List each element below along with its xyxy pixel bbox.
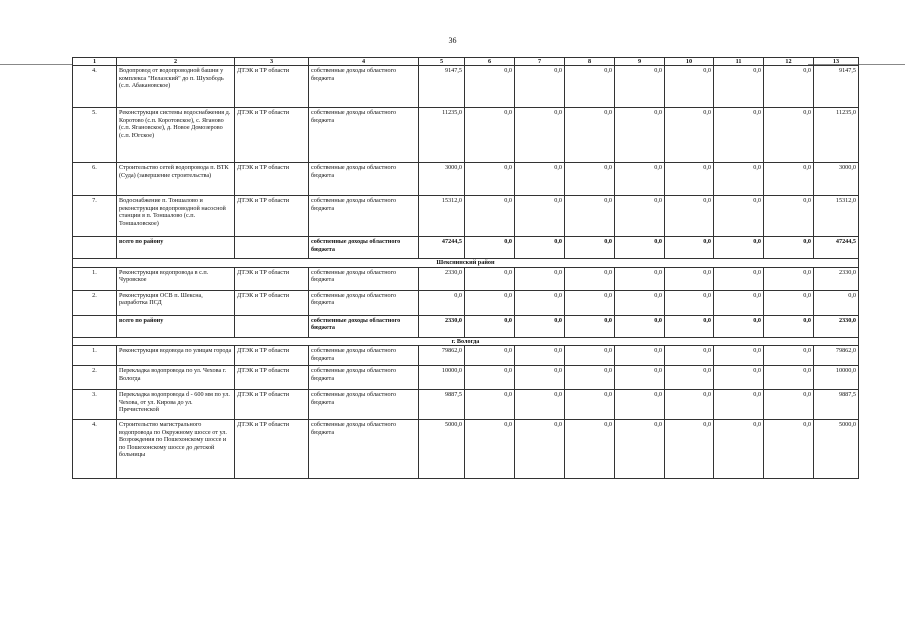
amount-cell: 3000,0 [419,163,465,196]
project-name-cell: Водоснабжение п. Тоншалово и реконструкция водопроводной насосной станции в п. Тоншалово (с.п. Тоншаловское) [117,196,235,237]
amount-cell: 0,0 [714,163,764,196]
amount-cell: 0,0 [465,196,515,237]
amount-cell: 2330,0 [814,315,859,337]
amount-cell: 0,0 [615,108,665,163]
amount-cell: 0,0 [714,108,764,163]
funding-source-cell: собственные доходы областного бюджета [309,237,419,259]
amount-cell: 0,0 [465,66,515,108]
column-header: 11 [714,58,764,66]
amount-cell: 0,0 [714,366,764,390]
amount-cell: 0,0 [565,237,615,259]
amount-cell: 15312,0 [814,196,859,237]
funding-source-cell: собственные доходы областного бюджета [309,108,419,163]
funding-source-cell: собственные доходы областного бюджета [309,346,419,366]
amount-cell: 0,0 [615,346,665,366]
amount-cell: 0,0 [615,267,665,290]
amount-cell: 0,0 [764,315,814,337]
amount-cell: 0,0 [764,108,814,163]
section-header-row [73,337,859,345]
row-number-cell: 1. [73,346,117,366]
amount-cell: 10000,0 [814,366,859,390]
amount-cell: 0,0 [615,66,665,108]
executor-cell: ДТЭК и ТР области [235,346,309,366]
table-row [73,420,859,479]
amount-cell: 0,0 [615,290,665,315]
amount-cell: 3000,0 [814,163,859,196]
amount-cell: 0,0 [565,267,615,290]
executor-cell: ДТЭК и ТР области [235,290,309,315]
table-row [73,366,859,390]
amount-cell: 0,0 [665,346,714,366]
table-row [73,163,859,196]
project-name-cell: Строительство магистрального водопровода по Окружному шоссе от ул. Возрождения по Пошехонскому шоссе и по Пошехонскому шоссе до детской больницы [117,420,235,479]
amount-cell: 0,0 [465,315,515,337]
column-header: 4 [309,58,419,66]
amount-cell: 0,0 [515,290,565,315]
amount-cell: 0,0 [565,66,615,108]
amount-cell: 0,0 [665,420,714,479]
amount-cell: 0,0 [565,420,615,479]
executor-cell: ДТЭК и ТР области [235,390,309,420]
executor-cell: ДТЭК и ТР области [235,108,309,163]
district-total-row [73,315,859,337]
amount-cell: 0,0 [764,346,814,366]
amount-cell: 9147,5 [814,66,859,108]
amount-cell: 0,0 [465,420,515,479]
amount-cell: 0,0 [665,66,714,108]
project-name-cell: Реконструкция водопровода в с.п. Чуровское [117,267,235,290]
executor-cell [235,237,309,259]
amount-cell: 0,0 [714,346,764,366]
amount-cell: 0,0 [714,290,764,315]
amount-cell: 0,0 [465,267,515,290]
amount-cell: 5000,0 [814,420,859,479]
amount-cell: 0,0 [565,163,615,196]
amount-cell: 0,0 [515,366,565,390]
amount-cell: 0,0 [665,237,714,259]
column-header: 6 [465,58,515,66]
amount-cell: 0,0 [615,196,665,237]
amount-cell: 0,0 [565,290,615,315]
funding-source-cell: собственные доходы областного бюджета [309,315,419,337]
amount-cell: 0,0 [665,315,714,337]
amount-cell: 0,0 [565,346,615,366]
amount-cell: 0,0 [515,390,565,420]
amount-cell: 0,0 [764,420,814,479]
amount-cell: 0,0 [665,196,714,237]
amount-cell: 0,0 [665,108,714,163]
project-name-cell: Водопровод от водопроводной башни у комплекса "Нелазский" до п. Шухободь (с.п. Абакановское) [117,66,235,108]
column-header: 10 [665,58,714,66]
funding-source-cell: собственные доходы областного бюджета [309,290,419,315]
executor-cell: ДТЭК и ТР области [235,196,309,237]
funding-source-cell: собственные доходы областного бюджета [309,420,419,479]
amount-cell: 0,0 [764,390,814,420]
amount-cell: 0,0 [465,108,515,163]
amount-cell: 0,0 [665,390,714,420]
row-number-cell: 2. [73,366,117,390]
amount-cell: 0,0 [665,267,714,290]
table-row [73,267,859,290]
column-header: 2 [117,58,235,66]
amount-cell: 0,0 [814,290,859,315]
row-number-cell: 2. [73,290,117,315]
project-name-cell: Реконструкция водовода по улицам города [117,346,235,366]
amount-cell: 0,0 [565,390,615,420]
column-header: 7 [515,58,565,66]
section-header-row [73,259,859,267]
table-row [73,66,859,108]
amount-cell: 0,0 [615,315,665,337]
district-total-row [73,237,859,259]
amount-cell: 0,0 [465,290,515,315]
column-header: 13 [814,58,859,66]
amount-cell: 0,0 [764,196,814,237]
amount-cell: 0,0 [764,290,814,315]
section-title: Шекснинский район [73,259,859,267]
amount-cell: 47244,5 [814,237,859,259]
project-name-cell: Строительство сетей водопровода п. ВТК (Суда) (завершение строительства) [117,163,235,196]
amount-cell: 0,0 [515,267,565,290]
amount-cell: 0,0 [565,366,615,390]
amount-cell: 0,0 [714,420,764,479]
amount-cell: 0,0 [515,346,565,366]
project-name-cell: всего по району [117,315,235,337]
amount-cell: 0,0 [515,420,565,479]
amount-cell: 0,0 [714,315,764,337]
project-name-cell: Реконструкция ОСВ п. Шексна, разработка ПСД [117,290,235,315]
amount-cell: 2330,0 [419,267,465,290]
amount-cell: 0,0 [615,390,665,420]
amount-cell: 0,0 [764,366,814,390]
budget-table [72,57,859,479]
amount-cell: 79862,0 [814,346,859,366]
amount-cell: 0,0 [764,267,814,290]
amount-cell: 0,0 [714,196,764,237]
funding-source-cell: собственные доходы областного бюджета [309,267,419,290]
amount-cell: 10000,0 [419,366,465,390]
project-name-cell: Перекладка водопровода d - 600 мм по ул. Чехова, от ул. Кирова до ул. Пречистенской [117,390,235,420]
table-row [73,196,859,237]
amount-cell: 0,0 [465,346,515,366]
row-number-cell [73,315,117,337]
table-row [73,108,859,163]
amount-cell: 2330,0 [814,267,859,290]
project-name-cell: всего по району [117,237,235,259]
amount-cell: 0,0 [615,163,665,196]
amount-cell: 0,0 [665,163,714,196]
amount-cell: 0,0 [515,108,565,163]
executor-cell: ДТЭК и ТР области [235,420,309,479]
page-number: 36 [448,36,457,45]
row-number-cell: 6. [73,163,117,196]
executor-cell: ДТЭК и ТР области [235,267,309,290]
amount-cell: 0,0 [714,66,764,108]
column-header: 3 [235,58,309,66]
amount-cell: 0,0 [565,108,615,163]
column-header: 1 [73,58,117,66]
amount-cell: 0,0 [565,315,615,337]
project-name-cell: Реконструкция системы водоснабжения д. Коротово (с.п. Коротовское), с. Яганово (с.п. Ягановское), д. Новое Домозерово (с.п. Югское) [117,108,235,163]
executor-cell: ДТЭК и ТР области [235,66,309,108]
row-number-cell: 7. [73,196,117,237]
amount-cell: 79862,0 [419,346,465,366]
funding-source-cell: собственные доходы областного бюджета [309,66,419,108]
amount-cell: 0,0 [665,366,714,390]
row-number-cell: 4. [73,420,117,479]
amount-cell: 9147,5 [419,66,465,108]
amount-cell: 0,0 [665,290,714,315]
amount-cell: 0,0 [515,66,565,108]
amount-cell: 2330,0 [419,315,465,337]
amount-cell: 5000,0 [419,420,465,479]
amount-cell: 0,0 [615,366,665,390]
amount-cell: 0,0 [515,237,565,259]
amount-cell: 9887,5 [814,390,859,420]
executor-cell: ДТЭК и ТР области [235,366,309,390]
amount-cell: 15312,0 [419,196,465,237]
column-header: 8 [565,58,615,66]
amount-cell: 0,0 [515,163,565,196]
executor-cell: ДТЭК и ТР области [235,163,309,196]
amount-cell: 11235,0 [419,108,465,163]
amount-cell: 0,0 [615,420,665,479]
row-number-cell: 5. [73,108,117,163]
funding-source-cell: собственные доходы областного бюджета [309,163,419,196]
amount-cell: 0,0 [764,237,814,259]
amount-cell: 0,0 [465,390,515,420]
table-body [73,66,859,479]
row-number-cell: 3. [73,390,117,420]
amount-cell: 0,0 [465,366,515,390]
column-header: 5 [419,58,465,66]
amount-cell: 0,0 [764,66,814,108]
amount-cell: 0,0 [714,237,764,259]
column-header: 12 [764,58,814,66]
project-name-cell: Перекладка водопровода по ул. Чехова г. Вологда [117,366,235,390]
amount-cell: 47244,5 [419,237,465,259]
amount-cell: 0,0 [565,196,615,237]
amount-cell: 0,0 [515,196,565,237]
amount-cell: 0,0 [615,237,665,259]
amount-cell: 0,0 [465,163,515,196]
amount-cell: 0,0 [419,290,465,315]
amount-cell: 0,0 [515,315,565,337]
row-number-cell [73,237,117,259]
section-title: г. Вологда [73,337,859,345]
table-row [73,346,859,366]
amount-cell: 0,0 [714,267,764,290]
table-row [73,290,859,315]
funding-source-cell: собственные доходы областного бюджета [309,196,419,237]
amount-cell: 11235,0 [814,108,859,163]
amount-cell: 0,0 [465,237,515,259]
row-number-cell: 4. [73,66,117,108]
column-header: 9 [615,58,665,66]
row-number-cell: 1. [73,267,117,290]
amount-cell: 9887,5 [419,390,465,420]
amount-cell: 0,0 [764,163,814,196]
amount-cell: 0,0 [714,390,764,420]
funding-source-cell: собственные доходы областного бюджета [309,366,419,390]
column-number-header-row [73,58,859,66]
funding-source-cell: собственные доходы областного бюджета [309,390,419,420]
table-row [73,390,859,420]
header-rule-left [0,64,72,65]
executor-cell [235,315,309,337]
